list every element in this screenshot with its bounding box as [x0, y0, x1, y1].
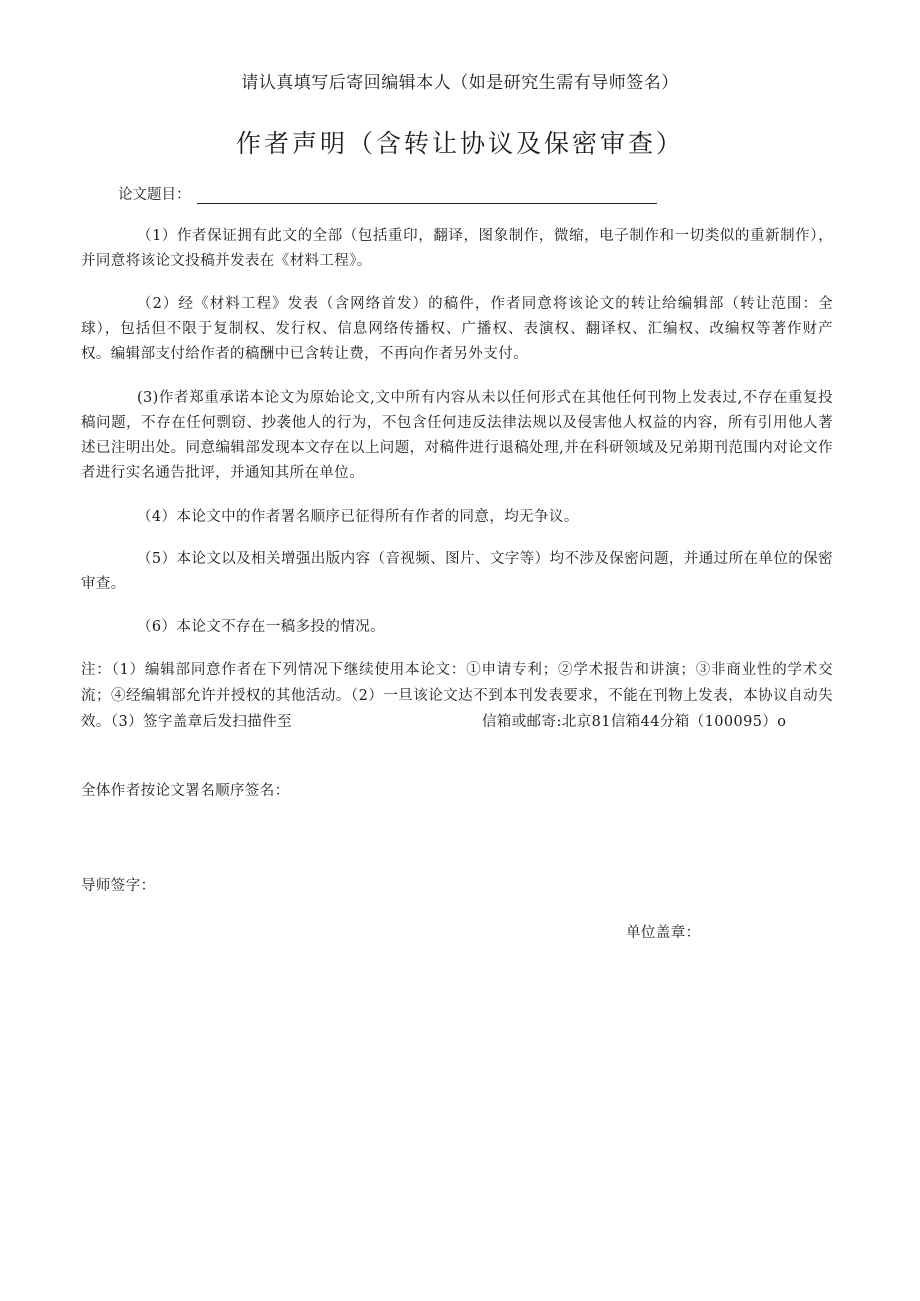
thesis-title-label: 论文题目：: [118, 187, 191, 203]
clause-5: （5）本论文以及相关增强出版内容（音视频、图片、文字等）均不涉及保密问题，并通过所在单位的保密审查。: [81, 551, 833, 592]
notes-text-part1: 注：（1）编辑部同意作者在下列情况下继续使用本论文：①申请专利；②学术报告和讲演；③非商业性的学术交流；④经编辑部允许并授权的其他活动。（2）一旦该论文达不到本刊发表要求，不能在刊物上发表，本协议自动失效。（3）签字盖章后发扫描件至: [81, 662, 833, 730]
instruction-text: 请认真填写后寄回编辑本人（如是研究生需有导师签名）: [241, 73, 679, 93]
all-authors-signature-label: 全体作者按论文署名顺序签名：: [81, 783, 290, 799]
clause-4: （4）本论文中的作者署名顺序已征得所有作者的同意，均无争议。: [137, 509, 579, 525]
notes-block: [81, 657, 833, 735]
page-title: 作者声明（含转让协议及保密审查）: [235, 129, 684, 158]
clause-6: （6）本论文不存在一稿多投的情况。: [137, 619, 386, 635]
advisor-signature-label: 导师签字：: [81, 878, 156, 894]
clause-2: （2）经《材料工程》发表（含网络首发）的稿件，作者同意将该论文的转让给编辑部（转让范围：全球），包括但不限于复制权、发行权、信息网络传播权、广播权、表演权、翻译权、汇编权、改编权等著作财产权。编辑部支付给作者的稿酬中已含转让费，不再向作者另外支付。: [81, 296, 833, 362]
unit-seal-label: 单位盖章：: [626, 925, 701, 941]
thesis-title-row: [118, 183, 657, 204]
thesis-title-field[interactable]: [197, 185, 657, 204]
clause-1: （1）作者保证拥有此文的全部（包括重印，翻译，图象制作，微缩，电子制作和一切类似的重新制作），并同意将该论文投稿并发表在《材料工程》。: [81, 228, 833, 269]
clause-3: (3)作者郑重承诺本论文为原始论文,文中所有内容从未以任何形式在其他任何刊物上发表过,不存在重复投稿问题，不存在任何剽窃、抄袭他人的行为，不包含任何违反法律法规以及侵害他人权益的内容，所有引用他人著述已注明出处。同意编辑部发现本文存在以上问题，对稿件进行退稿处理,并在科研领域及兄弟期刊范围内对论文作者进行实名通告批评，并通知其所在单位。: [81, 390, 833, 481]
notes-text-part2: 信箱或邮寄:北京81信箱44分箱（100095）o: [481, 714, 787, 730]
